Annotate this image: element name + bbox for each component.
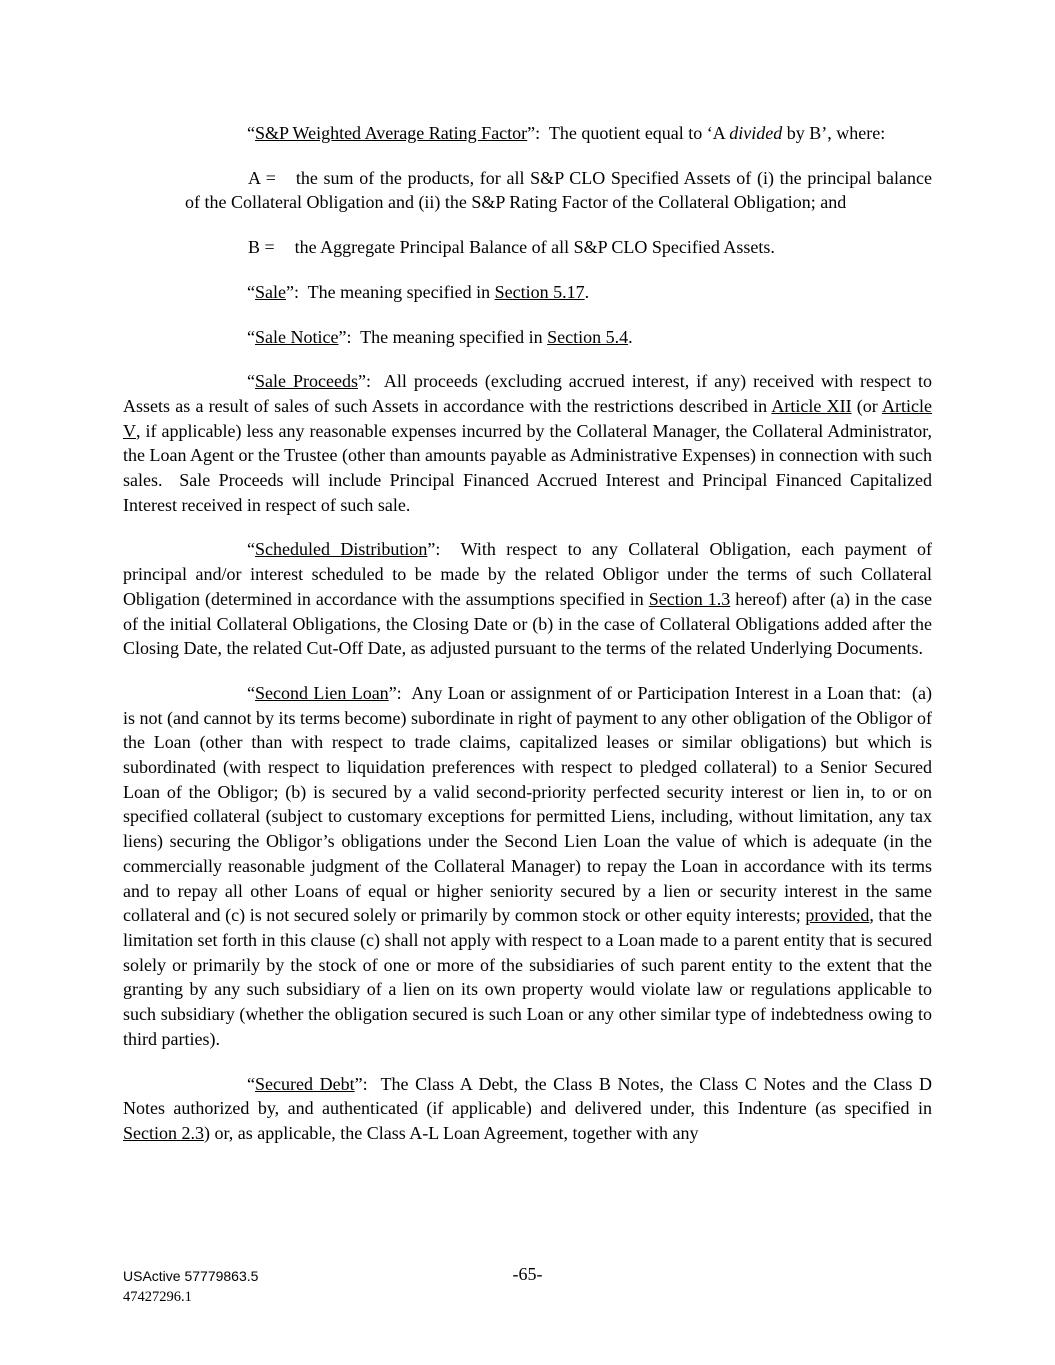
text-run: , that the limitation set forth in this clause (c) shall not apply with respect to a Loan made to a parent entity that is secured solely or primarily by the stock of one or more of the subsidiaries of such parent entity to the extent that the granting by any such subsidiary of a lien on its own property would violate law or regulations applicable to such subsidiary (whether the obligation secured is such Loan or any other similar type of indebtedness owing to third parties).: [123, 905, 933, 1049]
text-run: ”: All proceeds (excluding accrued interest, if any) received with respect to Assets as a result of sales of such Assets in accordance with the restrictions described in: [123, 371, 932, 416]
defined-term: Sale Notice: [255, 326, 339, 347]
text-run: ”: The quotient equal to ‘A: [527, 123, 730, 143]
italic-term: divided: [729, 123, 783, 143]
article-reference: Article XII: [771, 395, 852, 416]
paragraph-def-sale-notice: [123, 325, 932, 350]
text-run: “: [247, 371, 255, 392]
defined-term: Sale: [255, 281, 286, 302]
document-body: [123, 121, 932, 1166]
text-run: , if applicable) less any reasonable expenses incurred by the Collateral Manager, the Collateral Administrator, the Loan Agent or the Trustee (other than amounts payable as Administrative Expenses) in connection with such sales. Sale Proceeds will include Principal Financed Accrued Interest and Principal Financed Capitalized Interest received in respect of such sale.: [123, 420, 932, 515]
text-run: .: [584, 281, 590, 302]
text-run: ”: The meaning specified in: [286, 281, 495, 302]
text-run: ”: Any Loan or assignment of or Participation Interest in a Loan that: (a) is not (and cannot by its terms become) subordinate in right of payment to any other obligation of the Obligor of the Loan (other than with respect to trade claims, capitalized leases or similar obligations) but which is subordinated (with respect to liquidation preferences with respect to pledged collateral) to a Senior Secured Loan of the Obligor; (b) is secured by a valid second-priority perfected security interest or lien in, to or on specified collateral (subject to customary exceptions for permitted Liens, including, without limitation, any tax liens) securing the Obligor’s obligations under the Second Lien Loan the value of which is adequate (in the commercially reasonable judgment of the Collateral Manager) to repay the Loan in accordance with its terms and to repay all other Loans of equal or higher seniority secured by a lien or security interest in the same collateral and (c) is not secured solely or primarily by common stock or other equity interests;: [123, 682, 932, 926]
text-run: ) or, as applicable, the Class A-L Loan Agreement, together with any: [204, 1122, 699, 1143]
defined-term: Secured Debt: [255, 1073, 355, 1094]
page-number: -65-: [512, 1264, 543, 1284]
text-run: ”: With respect to any Collateral Obligation, each payment of principal and/or interest scheduled to be made by the related Obligor under the terms of such Collateral Obligation (determined in accordance with the assumptions specified in: [123, 539, 932, 609]
text-run: “: [247, 123, 255, 143]
proviso-term: provided: [805, 905, 870, 926]
text-run: “: [247, 682, 255, 703]
text-run: “: [247, 281, 255, 302]
text-run: “: [247, 1073, 255, 1094]
paragraph-def-sp-weighted-average-rating-factor: [123, 121, 932, 146]
defined-term: Sale Proceeds: [255, 371, 358, 392]
text-run: ”: The Class A Debt, the Class B Notes, the Class C Notes and the Class D Notes authorized by, and authenticated (if applicable) and delivered under, this Indenture (as specified in: [123, 1073, 933, 1119]
paragraph-formula-b: [185, 235, 932, 260]
text-run: A =: [248, 167, 276, 188]
defined-term: S&P Weighted Average Rating Factor: [255, 123, 528, 143]
text-run: .: [628, 326, 633, 347]
paragraph-def-secured-debt: [123, 1072, 932, 1146]
text-run: B =: [248, 237, 275, 258]
text-run: the sum of the products, for all S&P CLO Specified Assets of (i) the principal balance of the Collateral Obligation and (ii) the S&P Rating Factor of the Collateral Obligation; and: [185, 167, 932, 213]
paragraph-def-second-lien-loan: [123, 681, 932, 1052]
section-reference: Section 2.3: [123, 1122, 204, 1143]
text-run: “: [247, 539, 255, 560]
paragraph-formula-a: [185, 166, 932, 215]
text-run: hereof) after (a) in the case of the initial Collateral Obligations, the Closing Date or (b) in the case of Collateral Obligations added after the Closing Date, the related Cut-Off Date, as adjusted pursuant to the terms of the related Underlying Documents.: [123, 588, 932, 659]
text-run: by B’, where:: [782, 123, 886, 143]
footer-doc-number: 47427296.1: [123, 1289, 192, 1305]
section-reference: Section 5.17: [494, 281, 585, 302]
paragraph-def-sale: [123, 280, 932, 305]
article-reference: Article V: [123, 395, 933, 441]
footer-usactive-id: USActive 57779863.5: [123, 1268, 259, 1284]
text-run: (or: [851, 395, 883, 416]
paragraph-def-sale-proceeds: [123, 369, 932, 517]
defined-term: Second Lien Loan: [255, 682, 389, 703]
section-reference: Section 1.3: [648, 588, 731, 609]
section-reference: Section 5.4: [547, 326, 629, 347]
paragraph-def-scheduled-distribution: [123, 537, 932, 661]
text-run: the Aggregate Principal Balance of all S&P CLO Specified Assets.: [294, 237, 775, 258]
defined-term: Scheduled Distribution: [255, 539, 428, 560]
text-run: ”: The meaning specified in: [338, 326, 548, 347]
text-run: “: [247, 326, 255, 347]
